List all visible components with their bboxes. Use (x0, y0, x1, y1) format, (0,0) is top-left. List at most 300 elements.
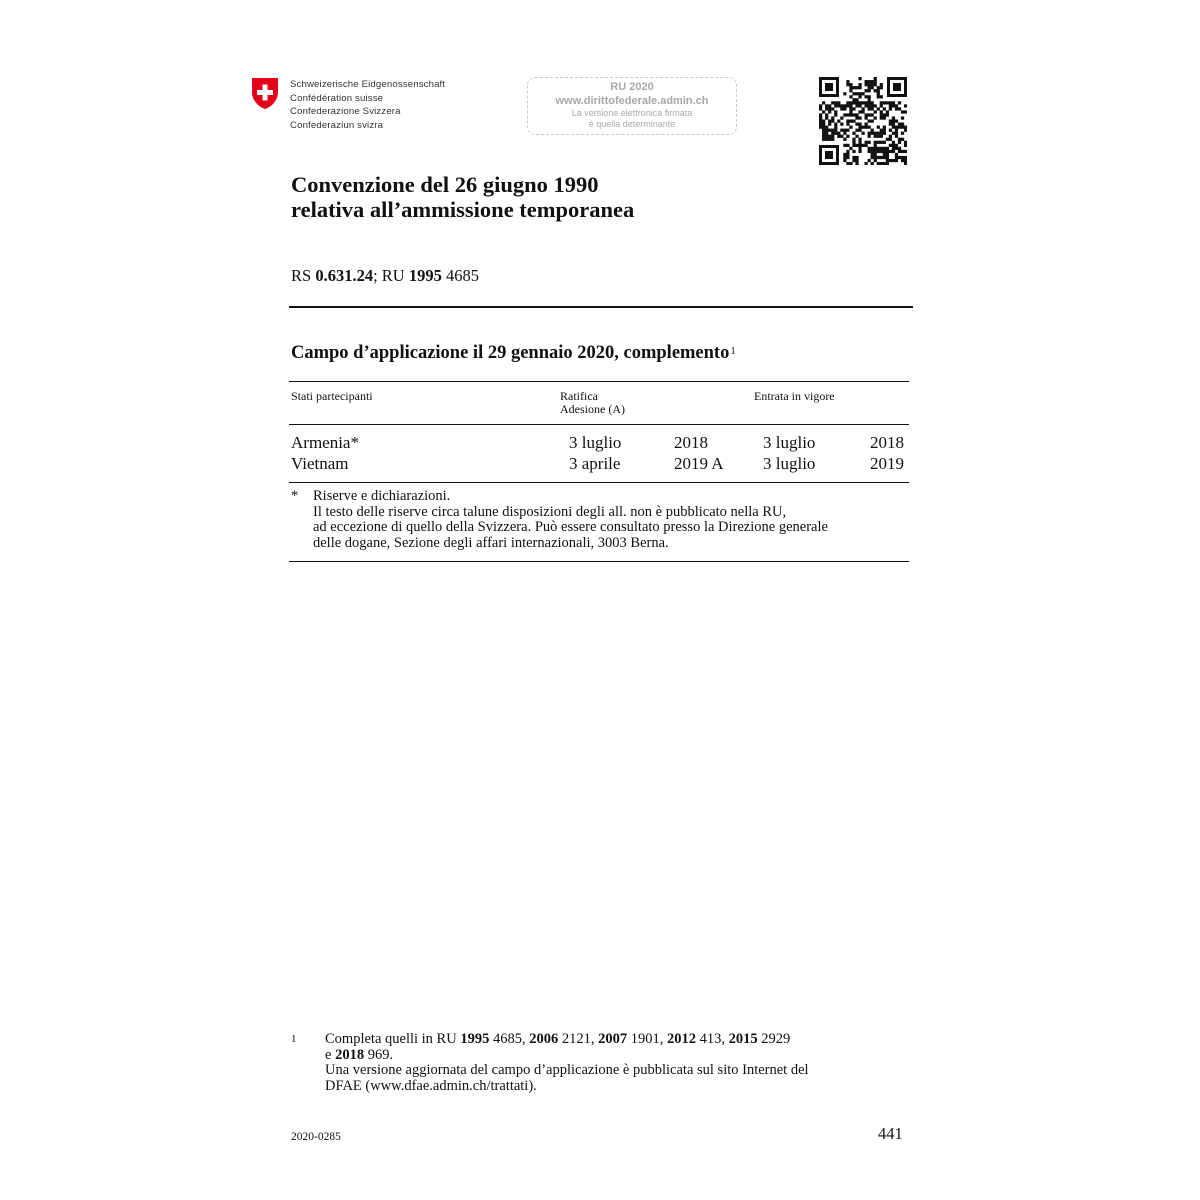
cell-ratif-year: 2019 A (674, 454, 724, 473)
qr-module (883, 129, 886, 132)
qr-module (886, 113, 889, 116)
footnote-line-4[interactable]: DFAE (www.dfae.admin.ch/trattati). (325, 1077, 537, 1094)
qr-module (831, 119, 834, 122)
qr-module (880, 147, 883, 150)
col-header-entry: Entrata in vigore (754, 389, 835, 403)
section-heading (291, 343, 736, 364)
qr-module (822, 123, 825, 126)
qr-module (883, 147, 886, 150)
qr-module (892, 132, 895, 135)
table-header-rule (289, 424, 909, 425)
table-row (0, 433, 1200, 453)
qr-module (837, 119, 840, 122)
qr-module (834, 113, 837, 116)
qr-module (819, 123, 822, 126)
cell-entry-year: 2019 (870, 454, 904, 473)
qr-module (877, 92, 880, 95)
qr-module (883, 126, 886, 129)
qr-module (871, 80, 874, 83)
qr-module (828, 119, 831, 122)
qr-module (871, 107, 874, 110)
qr-module (880, 110, 883, 113)
qr-module (883, 156, 886, 159)
qr-module (852, 150, 855, 153)
qr-module (849, 107, 852, 110)
qr-module (874, 153, 877, 156)
qr-module (871, 83, 874, 86)
qr-module (825, 116, 828, 119)
qr-module (825, 113, 828, 116)
qr-module (895, 129, 898, 132)
note-marker: * (291, 488, 299, 504)
qr-module (840, 116, 843, 119)
qr-module (865, 162, 868, 165)
qr-module (831, 135, 834, 138)
qr-module (874, 116, 877, 119)
qr-module (868, 150, 871, 153)
qr-module (895, 132, 898, 135)
qr-module (889, 104, 892, 107)
col-header-ratification-line2: Adesione (A) (560, 402, 625, 416)
qr-module (889, 159, 892, 162)
qr-module (846, 135, 849, 138)
stamp-ru-label: RU 2020 (610, 81, 654, 93)
qr-module (852, 138, 855, 141)
qr-code-icon (819, 77, 907, 165)
qr-module (892, 123, 895, 126)
qr-module (874, 156, 877, 159)
qr-module (904, 104, 907, 107)
qr-module (858, 116, 861, 119)
qr-module (871, 132, 874, 135)
qr-module (877, 135, 880, 138)
qr-module (898, 126, 901, 129)
qr-module (840, 129, 843, 132)
qr-module (834, 126, 837, 129)
qr-module (868, 95, 871, 98)
qr-module (901, 116, 904, 119)
qr-module (846, 119, 849, 122)
qr-module (865, 80, 868, 83)
qr-module (901, 123, 904, 126)
table-row (0, 454, 1200, 474)
qr-module (901, 156, 904, 159)
qr-module (904, 110, 907, 113)
qr-module (837, 104, 840, 107)
qr-module (895, 156, 898, 159)
qr-module (822, 138, 825, 141)
qr-module (868, 101, 871, 104)
qr-module (846, 150, 849, 153)
cell-entry-year: 2018 (870, 433, 904, 452)
qr-module (855, 101, 858, 104)
qr-module (892, 159, 895, 162)
qr-module (880, 113, 883, 116)
section-heading-text: Campo d’applicazione il 29 gennaio 2020, complemento (291, 343, 730, 363)
qr-module (904, 141, 907, 144)
rs-prefix: RS (291, 266, 316, 285)
qr-module (858, 77, 861, 80)
qr-module (828, 135, 831, 138)
qr-module (868, 80, 871, 83)
qr-module (904, 126, 907, 129)
qr-module (858, 86, 861, 89)
qr-module (868, 147, 871, 150)
qr-module (855, 144, 858, 147)
cell-ratif-date: 3 luglio (569, 433, 622, 452)
qr-module (852, 101, 855, 104)
qr-module (871, 119, 874, 122)
qr-module (886, 162, 889, 165)
qr-module (858, 147, 861, 150)
qr-module (886, 159, 889, 162)
title-line-2: relativa all’ammissione temporanea (291, 197, 635, 222)
qr-module (883, 116, 886, 119)
qr-module (889, 101, 892, 104)
qr-module (898, 150, 901, 153)
qr-module (886, 138, 889, 141)
qr-module (868, 86, 871, 89)
footnote-text-part: e (325, 1046, 336, 1063)
qr-module (855, 123, 858, 126)
qr-module (883, 150, 886, 153)
qr-module (868, 83, 871, 86)
qr-module (874, 89, 877, 92)
footnote-year: 2006 (529, 1031, 559, 1047)
footnote-text-part: 969. (364, 1046, 394, 1063)
qr-module (819, 113, 822, 116)
qr-module (858, 110, 861, 113)
qr-module (892, 144, 895, 147)
qr-module (834, 104, 837, 107)
note-bottom-rule (289, 561, 909, 562)
qr-module (904, 159, 907, 162)
qr-module (843, 129, 846, 132)
footnote-text-part: Completa quelli in RU (325, 1031, 461, 1047)
qr-module (849, 95, 852, 98)
qr-module (898, 123, 901, 126)
stamp-note-2: è quella determinante (588, 119, 676, 129)
qr-module (904, 150, 907, 153)
qr-module (877, 150, 880, 153)
qr-module (855, 129, 858, 132)
qr-module (828, 107, 831, 110)
cell-state: Vietnam (291, 454, 349, 473)
qr-module (846, 104, 849, 107)
qr-module (883, 162, 886, 165)
qr-module (822, 132, 825, 135)
qr-module (889, 138, 892, 141)
qr-module (840, 104, 843, 107)
footnote-year: 2007 (598, 1031, 628, 1047)
qr-module (886, 150, 889, 153)
note-line-4: delle dogane, Sezione degli affari internazionali, 3003 Berna. (313, 534, 669, 551)
qr-module (831, 101, 834, 104)
qr-module (852, 141, 855, 144)
rs-reference (291, 266, 479, 286)
ru-year: 1995 (408, 266, 442, 285)
qr-module (846, 144, 849, 147)
qr-module (825, 138, 828, 141)
qr-module (904, 144, 907, 147)
qr-module (895, 107, 898, 110)
footnote-year: 2015 (728, 1031, 758, 1047)
qr-module (880, 132, 883, 135)
qr-module (843, 159, 846, 162)
qr-module (834, 129, 837, 132)
title-line-1: Convenzione del 26 giugno 1990 (291, 172, 599, 197)
qr-module (855, 156, 858, 159)
qr-module (877, 95, 880, 98)
qr-module (840, 107, 843, 110)
qr-module (861, 107, 864, 110)
page-number: 441 (878, 1124, 903, 1143)
qr-module (858, 144, 861, 147)
qr-module (855, 92, 858, 95)
qr-module (834, 123, 837, 126)
cell-state: Armenia* (291, 433, 359, 452)
qr-module (874, 141, 877, 144)
qr-module (901, 126, 904, 129)
qr-module (895, 159, 898, 162)
qr-module (831, 138, 834, 141)
qr-module (868, 89, 871, 92)
qr-module (858, 138, 861, 141)
qr-module (822, 101, 825, 104)
qr-module (831, 132, 834, 135)
qr-module (843, 104, 846, 107)
qr-module (822, 119, 825, 122)
qr-module (825, 132, 828, 135)
stamp-url[interactable]: www.dirittofederale.admin.ch (555, 95, 709, 107)
qr-module (868, 159, 871, 162)
qr-module (883, 141, 886, 144)
qr-module (871, 129, 874, 132)
qr-module (855, 98, 858, 101)
qr-module (886, 153, 889, 156)
qr-module (868, 135, 871, 138)
qr-module (849, 104, 852, 107)
qr-module (822, 110, 825, 113)
qr-module (874, 77, 877, 80)
qr-module (843, 153, 846, 156)
qr-module (889, 129, 892, 132)
qr-module (822, 126, 825, 129)
qr-module (874, 110, 877, 113)
qr-module (855, 116, 858, 119)
qr-module (880, 162, 883, 165)
qr-module (855, 86, 858, 89)
qr-module (858, 150, 861, 153)
qr-module (846, 80, 849, 83)
qr-module (858, 95, 861, 98)
qr-module (880, 95, 883, 98)
qr-module (865, 101, 868, 104)
qr-module (892, 104, 895, 107)
qr-module (849, 83, 852, 86)
qr-module (868, 104, 871, 107)
qr-module (892, 126, 895, 129)
qr-module (852, 119, 855, 122)
qr-module (877, 147, 880, 150)
agency-line-rm: Confederaziun svizra (290, 119, 384, 131)
qr-module (865, 144, 868, 147)
qr-module (843, 107, 846, 110)
qr-module (852, 159, 855, 162)
qr-module (877, 156, 880, 159)
footnote-text-part: 2121, (558, 1031, 599, 1047)
qr-module (858, 92, 861, 95)
qr-module (855, 113, 858, 116)
qr-module (904, 129, 907, 132)
qr-module (865, 104, 868, 107)
qr-module (837, 132, 840, 135)
qr-module (889, 123, 892, 126)
qr-module (865, 95, 868, 98)
qr-module (843, 92, 846, 95)
stamp-note-1: La versione elettronica firmata (571, 108, 693, 118)
qr-module (834, 110, 837, 113)
qr-module (898, 107, 901, 110)
qr-module (877, 107, 880, 110)
qr-module (819, 126, 822, 129)
footnote-ref[interactable]: 1 (730, 345, 736, 357)
qr-module (871, 153, 874, 156)
qr-module (904, 162, 907, 165)
qr-module (868, 113, 871, 116)
qr-module (855, 104, 858, 107)
qr-module (880, 83, 883, 86)
qr-module (837, 101, 840, 104)
qr-module (828, 138, 831, 141)
footnote-text-part: 4685, (489, 1031, 530, 1047)
qr-module (828, 104, 831, 107)
qr-module (861, 110, 864, 113)
qr-module (895, 104, 898, 107)
qr-module (865, 123, 868, 126)
qr-module (865, 113, 868, 116)
qr-module (849, 101, 852, 104)
qr-module (861, 132, 864, 135)
qr-module (858, 83, 861, 86)
qr-module (895, 144, 898, 147)
qr-module (874, 132, 877, 135)
qr-module (858, 104, 861, 107)
qr-module (895, 135, 898, 138)
qr-module (849, 110, 852, 113)
qr-module (849, 147, 852, 150)
qr-module (871, 147, 874, 150)
agency-line-fr: Confédération suisse (290, 92, 384, 104)
qr-module (852, 113, 855, 116)
agency-line-de: Schweizerische Eidgenossenschaft (290, 79, 446, 90)
table-top-rule (289, 381, 909, 382)
qr-module (880, 156, 883, 159)
qr-module (892, 116, 895, 119)
col-header-states: Stati partecipanti (291, 389, 373, 403)
ru-page: 4685 (441, 266, 479, 285)
qr-module (822, 135, 825, 138)
qr-module (852, 86, 855, 89)
qr-module (892, 119, 895, 122)
qr-module (901, 138, 904, 141)
qr-module (855, 159, 858, 162)
qr-module (858, 126, 861, 129)
qr-module (898, 147, 901, 150)
publication-stamp (527, 77, 737, 135)
qr-module (846, 101, 849, 104)
qr-module (868, 107, 871, 110)
note-text (313, 489, 828, 551)
cell-entry-date: 3 luglio (763, 454, 816, 473)
qr-module (825, 107, 828, 110)
footnote-line-3: Una versione aggiornata del campo d’applicazione è pubblicata sul sito Internet del (325, 1062, 809, 1078)
footnote-text-part: 1901, (627, 1031, 667, 1047)
qr-module (892, 147, 895, 150)
qr-module (846, 162, 849, 165)
qr-module (880, 141, 883, 144)
footnote-year: 2018 (335, 1046, 365, 1063)
qr-module (868, 119, 871, 122)
note-line-1: Riserve e dichiarazioni. (313, 488, 451, 504)
qr-module (877, 162, 880, 165)
qr-module (871, 156, 874, 159)
qr-module (871, 113, 874, 116)
qr-module (880, 135, 883, 138)
qr-module (877, 132, 880, 135)
qr-module (895, 126, 898, 129)
qr-module (874, 150, 877, 153)
qr-module (855, 162, 858, 165)
qr-module (828, 110, 831, 113)
qr-module (858, 141, 861, 144)
qr-module (877, 89, 880, 92)
qr-module (852, 156, 855, 159)
qr-module (831, 116, 834, 119)
qr-module (849, 119, 852, 122)
qr-module (825, 126, 828, 129)
qr-module (846, 83, 849, 86)
agency-line-it: Confederazione Svizzera (290, 106, 401, 118)
qr-module (874, 80, 877, 83)
qr-module (861, 126, 864, 129)
qr-module (840, 123, 843, 126)
qr-module (883, 101, 886, 104)
qr-module (874, 104, 877, 107)
qr-module (819, 107, 822, 110)
document-number: 2020-0285 (291, 1131, 341, 1143)
qr-module (865, 83, 868, 86)
agency-name-block (290, 78, 445, 132)
qr-module (852, 132, 855, 135)
qr-module (883, 107, 886, 110)
qr-module (831, 107, 834, 110)
qr-module (858, 123, 861, 126)
qr-module (901, 132, 904, 135)
qr-module (889, 107, 892, 110)
cell-ratif-date: 3 aprile (569, 454, 621, 473)
qr-module (898, 101, 901, 104)
qr-module (886, 156, 889, 159)
qr-module (837, 135, 840, 138)
qr-module (892, 141, 895, 144)
document-title (291, 172, 634, 222)
rs-number: 0.631.24 (315, 266, 374, 285)
note-line-3: ad eccezione di quello della Svizzera. Può essere consultato presso la Direzione generale (313, 519, 828, 535)
divider (289, 306, 913, 308)
note-line-2: Il testo delle riserve circa talune disposizioni degli all. non è pubblicato nella RU, (313, 503, 787, 520)
qr-module (886, 147, 889, 150)
